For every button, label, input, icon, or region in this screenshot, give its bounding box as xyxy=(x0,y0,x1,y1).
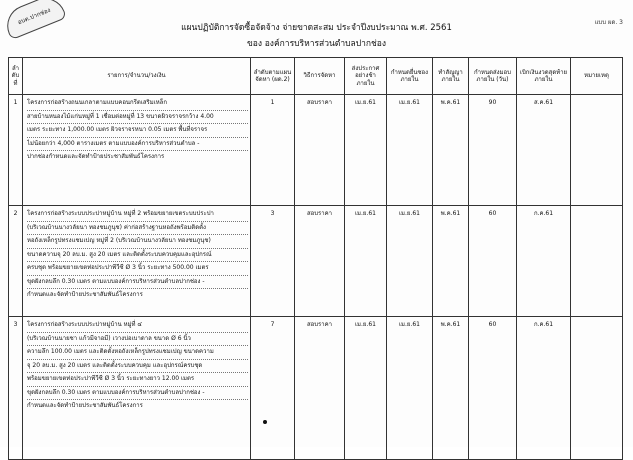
description-line: (บริเวณบ้านนายชา แก้วมีจาอมี) เวางบ่อเบาดาล ขนาด Ø 6 นิ้ว xyxy=(27,333,248,347)
row-note xyxy=(571,206,623,317)
stamp-text: อบต.ปากช่อง xyxy=(16,6,52,27)
description-line: ขนาดความจุ 20 ลบ.ม. สูง 20 เมตร และติดตั้งระบบควบคุมและอุปกรณ์ xyxy=(27,249,248,263)
table-row xyxy=(9,317,623,460)
col-header-note: หมายเหตุ xyxy=(571,58,623,95)
row-plan-order: 1 xyxy=(251,95,295,206)
col-header-no: ลำ ดับที่ xyxy=(9,58,23,95)
row-contract: พ.ค.61 xyxy=(433,206,469,317)
row-description xyxy=(23,206,251,317)
row-delivery-days: 60 xyxy=(469,317,517,460)
description-line: โครงการก่อสร้างถนนเกลาตามแบบคอนกรีตเสริมเหล็ก xyxy=(27,97,248,111)
col-header-method: วิธีการจัดหา xyxy=(295,58,345,95)
row-method: สอบราคา xyxy=(295,317,345,460)
description-line: (บริเวณบ้านนางวลัยนา ทองชมภูนุช) ค่าก่อสร้างฐานหอถังพร้อมติดตั้ง xyxy=(27,222,248,236)
description-line: สายบ้านหนองไม้แก่นหมู่ที่ 1 เชื่อมต่อหมู่ที่ 13 ขนาดผิวจราจรกว้าง 4.00 xyxy=(27,111,248,125)
row-contract: พ.ค.61 xyxy=(433,95,469,206)
col-header-contract: ทำสัญญาภายใน xyxy=(433,58,469,95)
row-bid: เม.ย.61 xyxy=(387,206,433,317)
description-line: ครบชุด พร้อมขยายเขตท่อประปาพีวีซี Ø 3 นิ้ว ระยะทาง 500.00 เมตร xyxy=(27,262,248,276)
description-line: ความลึก 100.00 เมตร และติดตั้งหอถังเหล็กรูปทรงแชมเปญ ขนาดความ xyxy=(27,346,248,360)
row-final-payment: ก.ค.61 xyxy=(517,317,571,460)
description-line: หอถังเหล็กรูปทรงแชมเปญ หมู่ที่ 2 (บริเวณบ้านนางวลัยนา ทองชมภูนุช) xyxy=(27,235,248,249)
description-line: ไม่น้อยกว่า 4,000 ตารางเมตร ตามแบบองค์การบริหารส่วนตำบล - xyxy=(27,138,248,152)
document-subtitle: ของ องค์การบริหารส่วนตำบลปากช่อง xyxy=(246,39,387,49)
description-line: เมตร ระยะทาง 1,000.00 เมตร ผิวจราจรหนา 0.05 เมตร พื้นที่จราจร xyxy=(27,124,248,138)
row-final-payment: ส.ค.61 xyxy=(517,95,571,206)
description-line: โครงการก่อสร้างระบบประปาหมู่บ้าน หมู่ที่ 2 พร้อมขยายเขตระบบประปา xyxy=(27,208,248,222)
col-header-delivery: กำหนดส่งมอบภายใน (วัน) xyxy=(469,58,517,95)
row-delivery-days: 60 xyxy=(469,206,517,317)
description-line: ขุดฝังกลบลึก 0.30 เมตร ตามแบบองค์การบริหารส่วนตำบลปากช่อง - xyxy=(27,276,248,290)
description-line: ขุดฝังกลบลึก 0.30 เมตร ตามแบบองค์การบริหารส่วนตำบลปากช่อง - xyxy=(27,387,248,401)
row-method: สอบราคา xyxy=(295,206,345,317)
document-title: แผนปฏิบัติการจัดซื้อจัดจ้าง จ่ายขาดสะสม ประจำปีงบประมาณ พ.ศ. 2561 xyxy=(181,23,452,33)
row-method: สอบราคา xyxy=(295,95,345,206)
description-line: ปากช่องกำหนดและจัดทำป้ายประชาสัมพันธ์โครงการ xyxy=(27,153,165,160)
row-number: 1 xyxy=(9,95,23,206)
row-number: 2 xyxy=(9,206,23,317)
description-line: กำหนดและจัดทำป้ายประชาสัมพันธ์โครงการ xyxy=(27,291,143,298)
description-line: กำหนดและจัดทำป้ายประชาสัมพันธ์โครงการ xyxy=(27,402,143,409)
table-row xyxy=(9,206,623,317)
row-delivery-days: 90 xyxy=(469,95,517,206)
row-description xyxy=(23,95,251,206)
row-contract: พ.ค.61 xyxy=(433,317,469,460)
description-line: จุ 20 ลบ.ม. สูง 20 เมตร และติดตั้งระบบควบคุม และอุปกรณ์ครบชุด xyxy=(27,360,248,374)
row-bid: เม.ย.61 xyxy=(387,95,433,206)
col-header-plan-order: ลำดับตามแผนจัดหา (ผด.2) xyxy=(251,58,295,95)
row-plan-order: 7 xyxy=(251,317,295,460)
row-announce: เม.ย.61 xyxy=(345,206,387,317)
row-final-payment: ก.ค.61 xyxy=(517,206,571,317)
procurement-plan-table xyxy=(8,57,623,460)
row-note xyxy=(571,95,623,206)
row-description xyxy=(23,317,251,460)
col-header-bid: กำหนดยื่นซองภายใน xyxy=(387,58,433,95)
row-announce: เม.ย.61 xyxy=(345,317,387,460)
description-line: พร้อมขยายเขตท่อประปาพีวีซี Ø 3 นิ้ว ระยะทางยาว 12.00 เมตร xyxy=(27,373,248,387)
row-announce: เม.ย.61 xyxy=(345,95,387,206)
row-bid: เม.ย.61 xyxy=(387,317,433,460)
scan-dot-mark xyxy=(263,420,267,424)
row-note xyxy=(571,317,623,460)
col-header-announce: ส่งประกาศอย่างช้าภายใน xyxy=(345,58,387,95)
row-plan-order: 3 xyxy=(251,206,295,317)
col-header-description: รายการ/จำนวน/วงเงิน xyxy=(23,58,251,95)
table-header-row xyxy=(9,58,623,95)
col-header-final-payment: เบิกเงินงวดสุดท้ายภายใน xyxy=(517,58,571,95)
form-code: แบบ ผด. 3 xyxy=(594,19,623,26)
table-row xyxy=(9,95,623,206)
row-number: 3 xyxy=(9,317,23,460)
description-line: โครงการก่อสร้างระบบประปาหมู่บ้าน หมู่ที่ ๔ xyxy=(27,319,248,333)
